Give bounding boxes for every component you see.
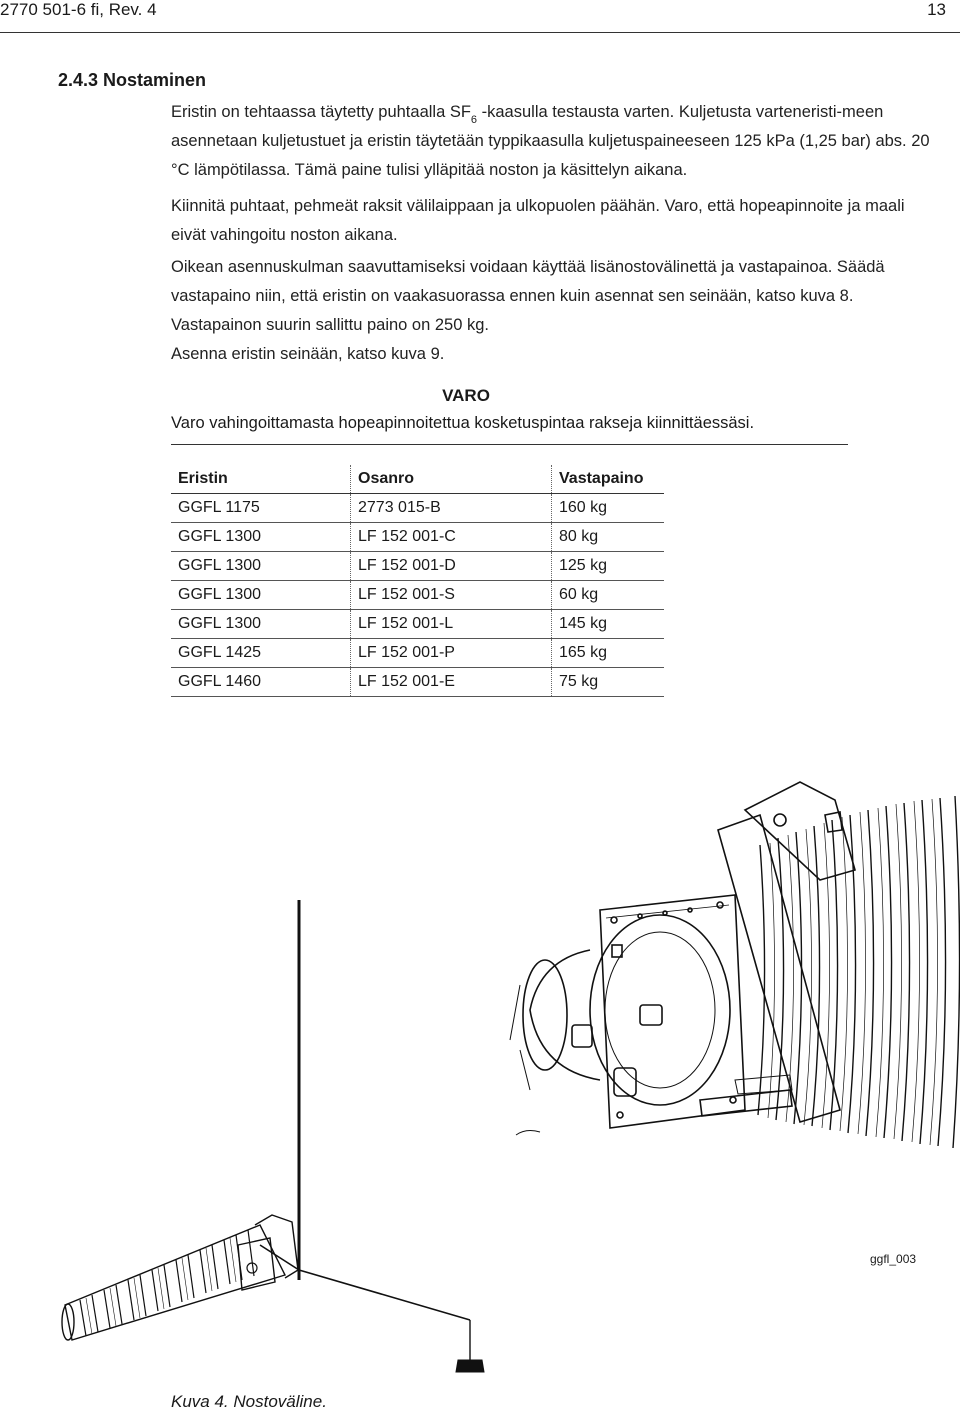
table-cell: 145 kg (552, 610, 665, 639)
bolt-icon (774, 814, 786, 826)
table-cell: 60 kg (552, 581, 665, 610)
table-cell: LF 152 001-L (351, 610, 552, 639)
paragraph-counterweight-text: Oikean asennuskulman saavuttamiseksi voidaan käyttää lisänostovälinettä ja vastapainoa. Säädä vastapaino niin, että eristin on vaakasuorassa ennen kuin asennat sen seinään, katso kuva 8. Vastapainon suurin sallittu paino on 250 kg. (171, 258, 885, 334)
table-cell: 75 kg (552, 668, 665, 697)
overview-view (62, 900, 484, 1372)
table-cell: 80 kg (552, 523, 665, 552)
detail-view (510, 782, 960, 1148)
paragraph-mounting-text: Asenna eristin seinään, katso kuva 9. (171, 345, 445, 363)
warning-title: VARO (442, 386, 490, 405)
paragraph-filling-rest: -kaasulla testausta varten. Kuljetusta varteneristi-meen asennetaan kuljetustuet ja eristin täytetään typpikaasulla kuljetuspaineeseen 125 kPa (1,25 bar) abs. 20 °C lämpötilassa. Tämä paine tulisi ylläpitää noston ja käsittelyn aikana. (171, 103, 930, 179)
table-cell: LF 152 001-P (351, 639, 552, 668)
connector-icon (640, 1005, 662, 1025)
sf6-subscript: 6 (470, 114, 478, 126)
table-cell: GGFL 1460 (171, 668, 351, 697)
warning-text: Varo vahingoittamasta hopeapinnoitettua kosketuspintaa rakseja kiinnittäessäsi. (171, 414, 755, 432)
table-cell: GGFL 1425 (171, 639, 351, 668)
table-cell: 2773 015-B (351, 494, 552, 523)
sling-lines (260, 1245, 470, 1320)
table-cell: GGFL 1300 (171, 610, 351, 639)
page-number: 13 (927, 0, 946, 19)
paragraph-slings-text: Kiinnitä puhtaat, pehmeät raksit välilaippaan ja ulkopuolen päähän. Varo, että hopeapinnoite ja maali eivät vahingoitu noston aikana. (171, 197, 905, 244)
counterweight-icon (456, 1360, 484, 1372)
figure-id: ggfl_003 (870, 1252, 917, 1266)
insulator-ribs (758, 796, 960, 1148)
table-cell: LF 152 001-S (351, 581, 552, 610)
table-cell: 160 kg (552, 494, 665, 523)
valve-icon (572, 1025, 592, 1047)
table-header-cell: Vastapaino (552, 465, 665, 494)
table-header-cell: Osanro (351, 465, 552, 494)
section-title: 2.4.3 Nostaminen (58, 70, 207, 90)
table-cell: LF 152 001-C (351, 523, 552, 552)
table-cell: LF 152 001-E (351, 668, 552, 697)
small-insulator-ribs (80, 1230, 254, 1336)
housing-front (590, 915, 730, 1105)
table-cell: GGFL 1300 (171, 523, 351, 552)
paragraph-filling-start: Eristin on tehtaassa täytetty puhtaalla SF (171, 103, 471, 121)
table-cell: 165 kg (552, 639, 665, 668)
document-reference: 2770 501-6 fi, Rev. 4 (0, 0, 157, 19)
small-flange (238, 1238, 275, 1290)
table-cell: LF 152 001-D (351, 552, 552, 581)
table-cell: 125 kg (552, 552, 665, 581)
table-cell: GGFL 1300 (171, 581, 351, 610)
table-header-cell: Eristin (171, 465, 351, 494)
table-cell: GGFL 1300 (171, 552, 351, 581)
figure-caption: Kuva 4. Nostoväline. (171, 1392, 327, 1411)
table-cell: GGFL 1175 (171, 494, 351, 523)
